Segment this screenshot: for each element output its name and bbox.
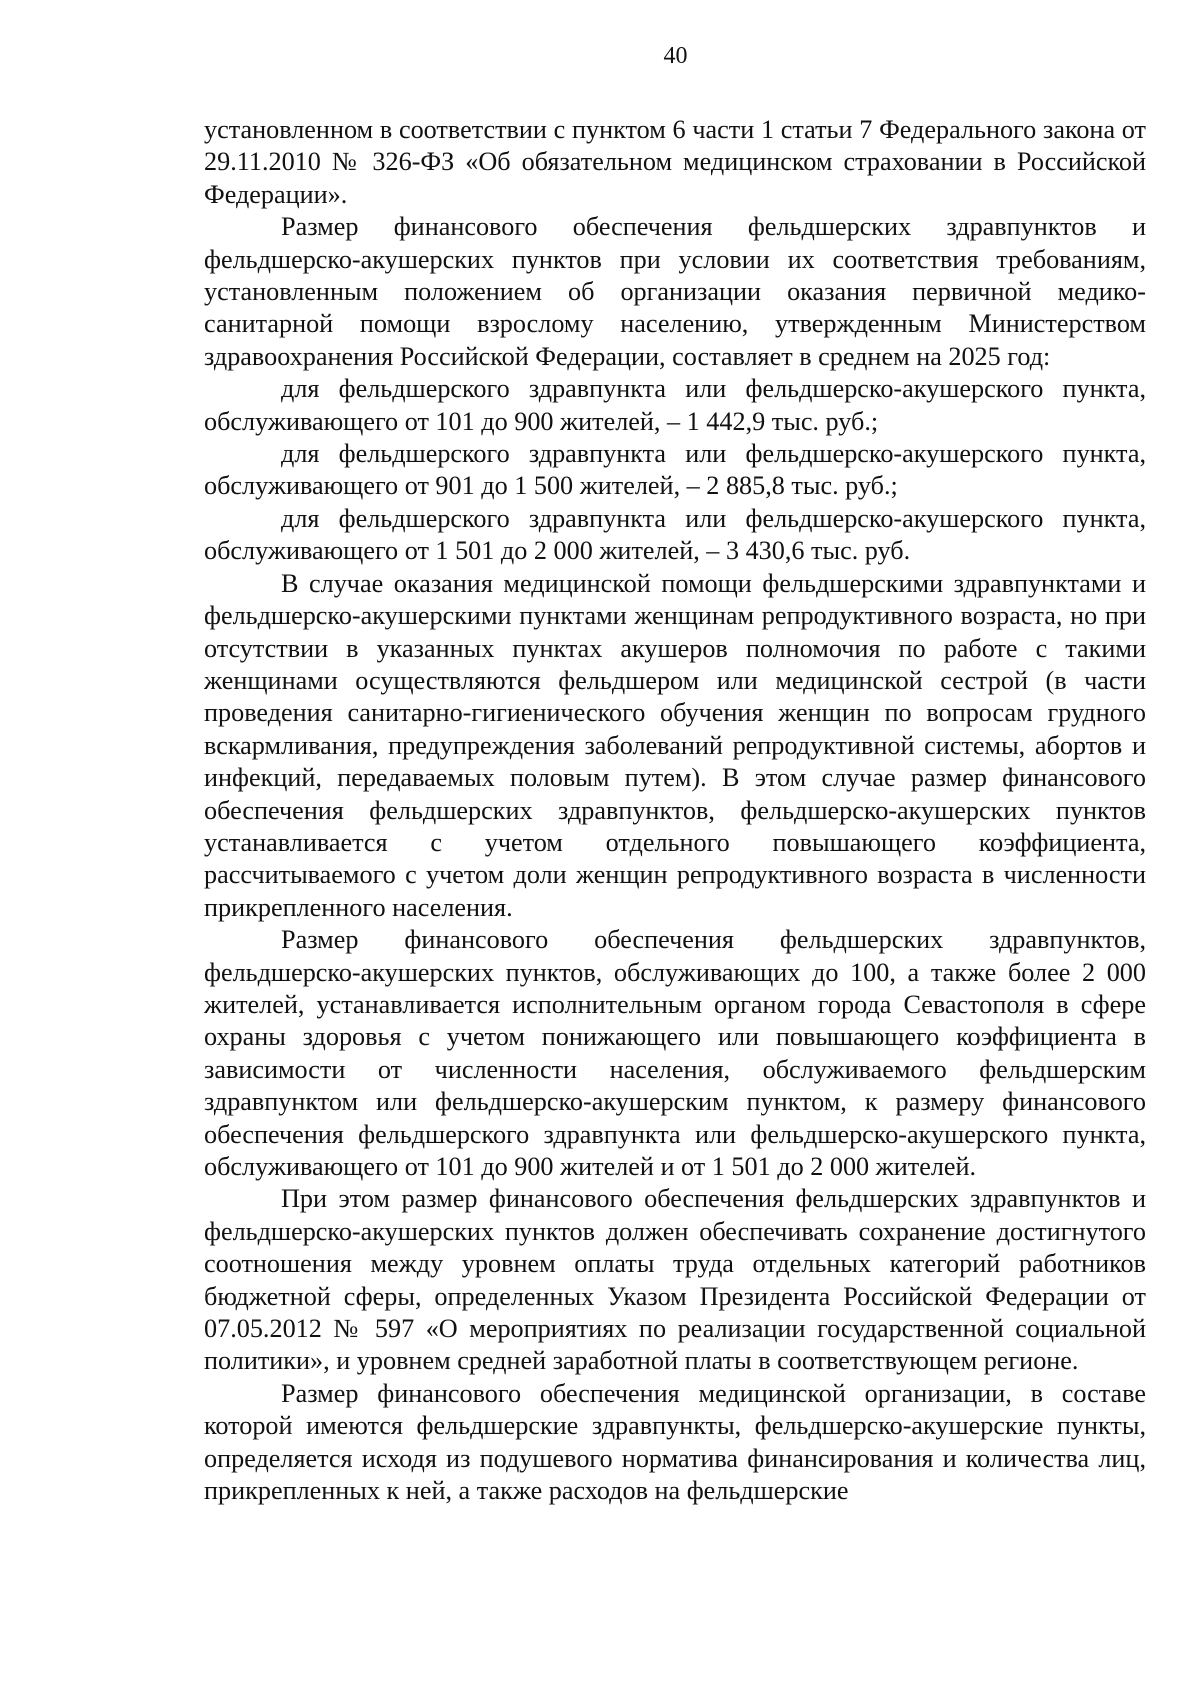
paragraph-medical-organization-funding: Размер финансового обеспечения медицинской организации, в составе которой имеются фельдшерские здравпункты, фельдшерско-акушерские пункты, определяется исходя из подушевого норматива финансирования и количества лиц, прикрепленных к ней, а также расходов на фельдшерские (204, 1378, 1146, 1506)
page-number: 40 (663, 43, 688, 69)
paragraph-reproductive-age-women: В случае оказания медицинской помощи фельдшерскими здравпунктами и фельдшерско-акушерскими пунктами женщинам репродуктивного возраста, но при отсутствии в указанных пунктах акушеров полномочия по работе с такими женщинами осуществляются фельдшером или медицинской сестрой (в части проведения санитарно-гигиенического обучения женщин по вопросам грудного вскармливания, предупреждения заболеваний репродуктивной системы, абортов и инфекций, передаваемых половым путем). В этом случае размер финансового обеспечения фельдшерских здравпунктов, фельдшерско-акушерских пунктов устанавливается с учетом отдельного повышающего коэффициента, рассчитываемого с учетом доли женщин репродуктивного возраста в численности прикрепленного населения. (204, 568, 1146, 922)
paragraph-funding-size-intro: Размер финансового обеспечения фельдшерских здравпунктов и фельдшерско-акушерских пунктов при условии их соответствия требованиям, установленным положением об организации оказания первичной медико-санитарной помощи взрослому населению, утвержденным Министерством здравоохранения Российской Федерации, составляет в среднем на 2025 год: (204, 212, 1146, 371)
paragraph-insurance-law-reference: установленном в соответствии с пунктом 6 части 1 статьи 7 Федерального закона от 29.11.2010 № 326-ФЗ «Об обязательном медицинском страховании в Российской Федерации». (204, 115, 1146, 209)
list-item-1501-2000-residents: для фельдшерского здравпункта или фельдшерско-акушерского пункта, обслуживающего от 1 501 до 2 000 жителей, – 3 430,6 тыс. руб. (204, 503, 1146, 566)
paragraph-coefficient-adjustment: Размер финансового обеспечения фельдшерских здравпунктов, фельдшерско-акушерских пунктов, обслуживающих до 100, а также более 2 000 жителей, устанавливается исполнительным органом города Севастополя в сфере охраны здоровья с учетом понижающего или повышающего коэффициента в зависимости от численности населения, обслуживаемого фельдшерским здравпунктом или фельдшерско-акушерским пунктом, к размеру финансового обеспечения фельдшерского здравпункта или фельдшерско-акушерского пункта, обслуживающего от 101 до 900 жителей и от 1 501 до 2 000 жителей. (204, 925, 1146, 1181)
list-item-101-900-residents: для фельдшерского здравпункта или фельдшерско-акушерского пункта, обслуживающего от 101 до 900 жителей, – 1 442,9 тыс. руб.; (204, 374, 1146, 436)
list-item-901-1500-residents: для фельдшерского здравпункта или фельдшерско-акушерского пункта, обслуживающего от 901 до 1 500 жителей, – 2 885,8 тыс. руб.; (204, 439, 1146, 501)
paragraph-salary-ratio: При этом размер финансового обеспечения фельдшерских здравпунктов и фельдшерско-акушерских пунктов должен обеспечивать сохранение достигнутого соотношения между уровнем оплаты труда отдельных категорий работников бюджетной сферы, определенных Указом Президента Российской Федерации от 07.05.2012 № 597 «О мероприятиях по реализации государственной социальной политики», и уровнем средней заработной платы в соответствующем регионе. (204, 1184, 1146, 1376)
document-body (204, 114, 1146, 1507)
